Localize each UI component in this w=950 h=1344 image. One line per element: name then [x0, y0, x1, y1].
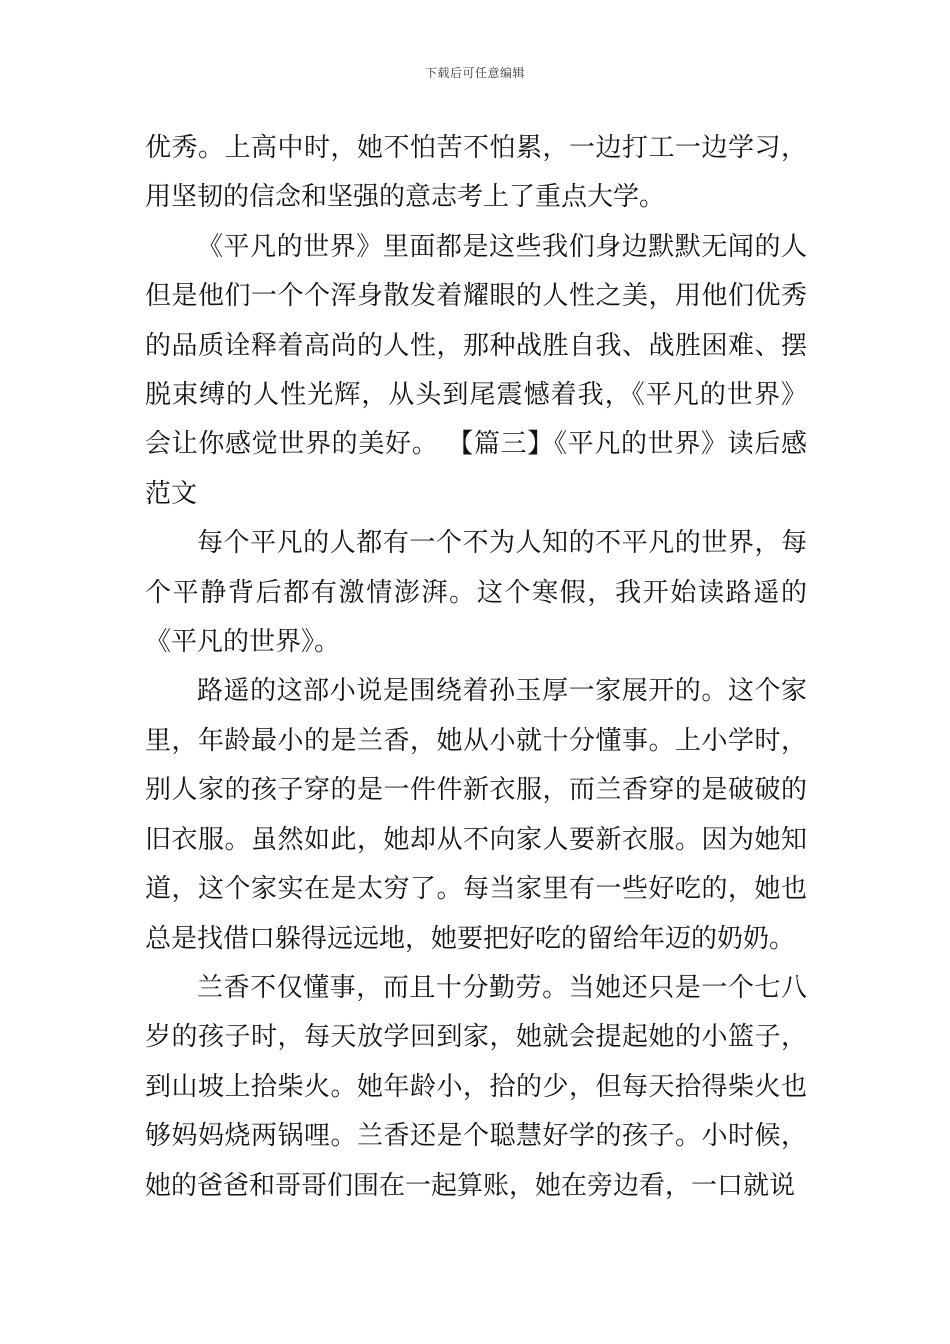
paragraph-3: 每个平凡的人都有一个不为人知的不平凡的世界，每个平静背后都有激情澎湃。这个寒假，我开始读路遥的《平凡的世界》。	[145, 528, 807, 658]
paragraph-4: 路遥的这部小说是围绕着孙玉厚一家展开的。这个家里，年龄最小的是兰香，她从小就十分懂事。上小学时，别人家的孩子穿的是一件件新衣服，而兰香穿的是破破的旧衣服。虽然如此，她却从不向家人要新衣服。因为她知道，这个家实在是太穷了。每当家里有一些好吃的，她也总是找借口躲得远远地，她要把好吃的留给年迈的奶奶。	[145, 676, 807, 954]
paragraph-2: 《平凡的世界》里面都是这些我们身边默默无闻的人但是他们一个个浑身散发着耀眼的人性之美，用他们优秀的品质诠释着高尚的人性，那种战胜自我、战胜困难、摆脱束缚的人性光辉，从头到尾震憾着我，《平凡的世界》会让你感觉世界的美好。 【篇三】《平凡的世界》读后感范文	[145, 231, 807, 509]
paragraph-5: 兰香不仅懂事，而且十分勤劳。当她还只是一个七八岁的孩子时，每天放学回到家，她就会提起她的小篮子，到山坡上拾柴火。她年龄小，拾的少，但每天拾得柴火也够妈妈烧两锅哩。兰香还是个聪慧好学的孩子。小时候，她的爸爸和哥哥们围在一起算账，她在旁边看，一口就说	[145, 972, 807, 1201]
paragraph-1: 优秀。上高中时，她不怕苦不怕累，一边打工一边学习，用坚韧的信念和坚强的意志考上了重点大学。	[145, 133, 807, 213]
page-header: 下载后可任意编辑	[424, 66, 525, 80]
document-body	[145, 124, 807, 1211]
